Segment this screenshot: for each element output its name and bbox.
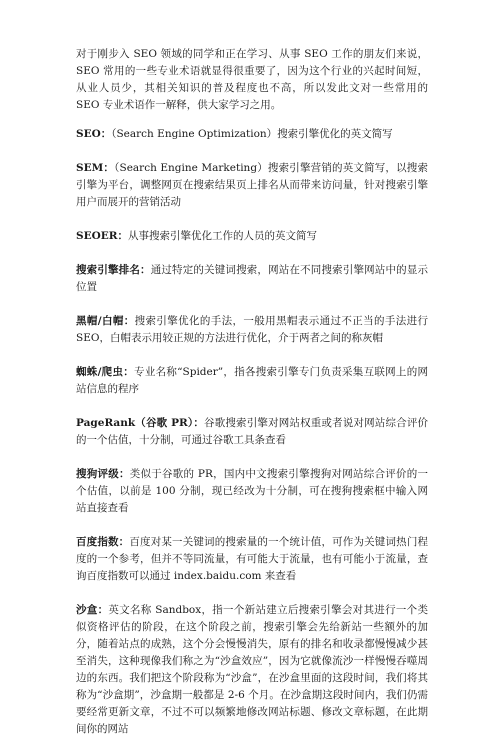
term-label: 黑帽/白帽： bbox=[76, 315, 135, 327]
term-pagerank bbox=[76, 415, 428, 449]
term-black-white-hat bbox=[76, 313, 428, 347]
term-sogou-rank bbox=[76, 466, 428, 517]
term-label: 搜狗评级： bbox=[76, 468, 130, 480]
term-label: SEOER： bbox=[76, 230, 128, 242]
term-search-ranking bbox=[76, 262, 428, 296]
term-spider bbox=[76, 364, 428, 398]
term-definition: 类似于谷歌的 PR，国内中文搜索引擎搜狗对网站综合评价的一个估值，以前是 100 分制，现已经改为十分制，可在搜狗搜索框中输入网站直接查看 bbox=[76, 468, 428, 514]
term-definition: 英文名称 Sandbox，指一个新站建立后搜索引擎会对其进行一个类似资格评估的阶段，在这个阶段之前，搜索引擎会先给新站一些额外的加分，随着站点的成熟，这个分会慢慢消失，原有的排名和收录都慢慢减少甚至消失，这种现像我们称之为“沙盒效应”，因为它就像流沙一样慢慢吞噬周边的东西。我们把这个阶段称为“沙盒”，在沙盒里面的这段时间，我们将其称为“沙盒期”，沙盒期一般都是 2-6 个月。在沙盒期这段时间内，我们仍需要经常更新文章，不过不可以频繁地修改网站标题、修改文章标题，在此期间你的网站 bbox=[76, 604, 428, 735]
term-label: SEO： bbox=[76, 128, 112, 140]
term-definition: 搜索引擎优化的手法，一般用黑帽表示通过不正当的手法进行 SEO，白帽表示用较正规的方法进行优化，介于两者之间的称灰帽 bbox=[76, 315, 429, 344]
term-label: 沙盒： bbox=[76, 604, 109, 616]
term-definition: 专业名称“Spider”，指各搜索引擎专门负责采集互联网上的网站信息的程序 bbox=[76, 366, 428, 395]
term-sem bbox=[76, 160, 428, 211]
term-label: 搜索引擎排名： bbox=[76, 264, 151, 276]
document-body bbox=[76, 46, 428, 738]
term-label: 蜘蛛/爬虫： bbox=[76, 366, 135, 378]
term-label: 百度指数： bbox=[76, 536, 130, 548]
intro-paragraph: 对于刚步入 SEO 领域的同学和正在学习、从事 SEO 工作的朋友们来说，SEO 常用的一些专业术语就显得很重要了，因为这个行业的兴起时间短，从业人员少，其相关知识的普及程度也不高，所以发此文对一些常用的 SEO 专业术语作一解释，供大家学习之用。 bbox=[76, 48, 428, 111]
term-definition: 从事搜索引擎优化工作的人员的英文简写 bbox=[127, 230, 317, 242]
term-definition: （Search Engine Optimization）搜索引擎优化的英文简写 bbox=[111, 128, 393, 140]
term-definition: 百度对某一关键词的搜索量的一个统计值，可作为关键词热门程度的一个参考，但并不等同流量，有可能大于流量，也有可能小于流量，查询百度指数可以通过 index.baidu.com 来查看 bbox=[76, 536, 428, 582]
term-baidu-index bbox=[76, 534, 428, 585]
term-definition: （Search Engine Marketing）搜索引擎营销的英文简写，以搜索引擎为平台，调整网页在搜索结果页上排名从而带来访问量，针对搜索引擎用户而展开的营销活动 bbox=[76, 162, 428, 208]
term-label: PageRank（谷歌 PR）： bbox=[76, 417, 205, 429]
term-sandbox bbox=[76, 602, 428, 738]
term-seo bbox=[76, 126, 428, 143]
term-label: SEM： bbox=[76, 162, 115, 174]
term-definition: 谷歌搜索引擎对网站权重或者说对网站综合评价的一个估值，十分制，可通过谷歌工具条查看 bbox=[76, 417, 428, 446]
term-seoer bbox=[76, 228, 428, 245]
term-definition: 通过特定的关键词搜索，网站在不同搜索引擎网站中的显示位置 bbox=[76, 264, 428, 293]
